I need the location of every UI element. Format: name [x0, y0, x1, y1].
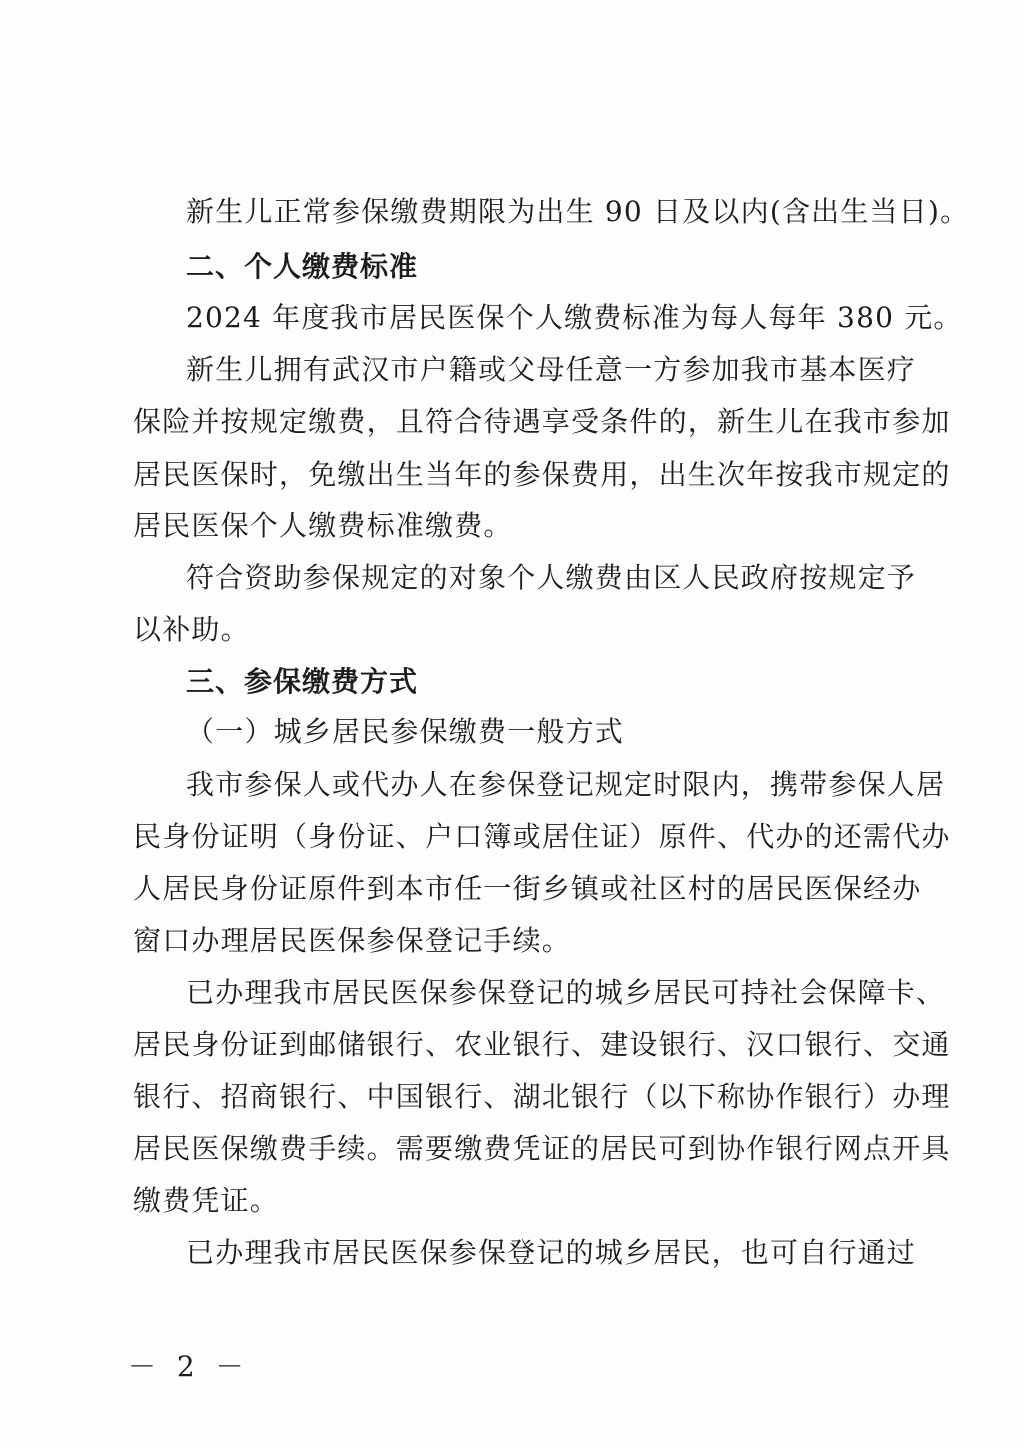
page-number: － 2 －: [128, 1350, 250, 1383]
paragraph-contribution-standard: 2024 年度我市居民医保个人缴费标准为每人每年 380 元。: [186, 301, 963, 334]
paragraph-bank-payment-line-2: 居民身份证到邮储银行、农业银行、建设银行、汉口银行、交通: [133, 1028, 951, 1061]
paragraph-subsidy-line-2: 以补助。: [133, 613, 250, 646]
heading-personal-contribution: 二、个人缴费标准: [186, 250, 419, 283]
paragraph-bank-payment-line-5: 缴费凭证。: [133, 1184, 280, 1217]
paragraph-registration-line-4: 窗口办理居民医保参保登记手续。: [133, 924, 572, 957]
paragraph-newborn-exemption-line-2: 保险并按规定缴费，且符合待遇享受条件的，新生儿在我市参加: [133, 405, 951, 438]
paragraph-registration-line-3: 人居民身份证原件到本市任一街乡镇或社区村的居民医保经办: [133, 872, 922, 905]
paragraph-bank-payment-line-4: 居民医保缴费手续。需要缴费凭证的居民可到协作银行网点开具: [133, 1132, 951, 1165]
paragraph-registration-line-1: 我市参保人或代办人在参保登记规定时限内，携带参保人居: [186, 768, 946, 801]
subheading-general-method: （一）城乡居民参保缴费一般方式: [186, 715, 625, 748]
paragraph-bank-payment-line-1: 已办理我市居民医保参保登记的城乡居民可持社会保障卡、: [186, 976, 946, 1009]
heading-payment-methods: 三、参保缴费方式: [186, 665, 419, 698]
paragraph-newborn-deadline: 新生儿正常参保缴费期限为出生 90 日及以内(含出生当日)。: [186, 195, 970, 228]
paragraph-newborn-exemption-line-4: 居民医保个人缴费标准缴费。: [133, 509, 513, 542]
paragraph-registration-line-2: 民身份证明（身份证、户口簿或居住证）原件、代办的还需代办: [133, 820, 951, 853]
paragraph-subsidy-line-1: 符合资助参保规定的对象个人缴费由区人民政府按规定予: [186, 561, 917, 594]
paragraph-newborn-exemption-line-1: 新生儿拥有武汉市户籍或父母任意一方参加我市基本医疗: [186, 353, 917, 386]
paragraph-self-service-line-1: 已办理我市居民医保参保登记的城乡居民，也可自行通过: [186, 1236, 917, 1269]
paragraph-bank-payment-line-3: 银行、招商银行、中国银行、湖北银行（以下称协作银行）办理: [133, 1080, 951, 1113]
paragraph-newborn-exemption-line-3: 居民医保时，免缴出生当年的参保费用，出生次年按我市规定的: [133, 458, 951, 491]
